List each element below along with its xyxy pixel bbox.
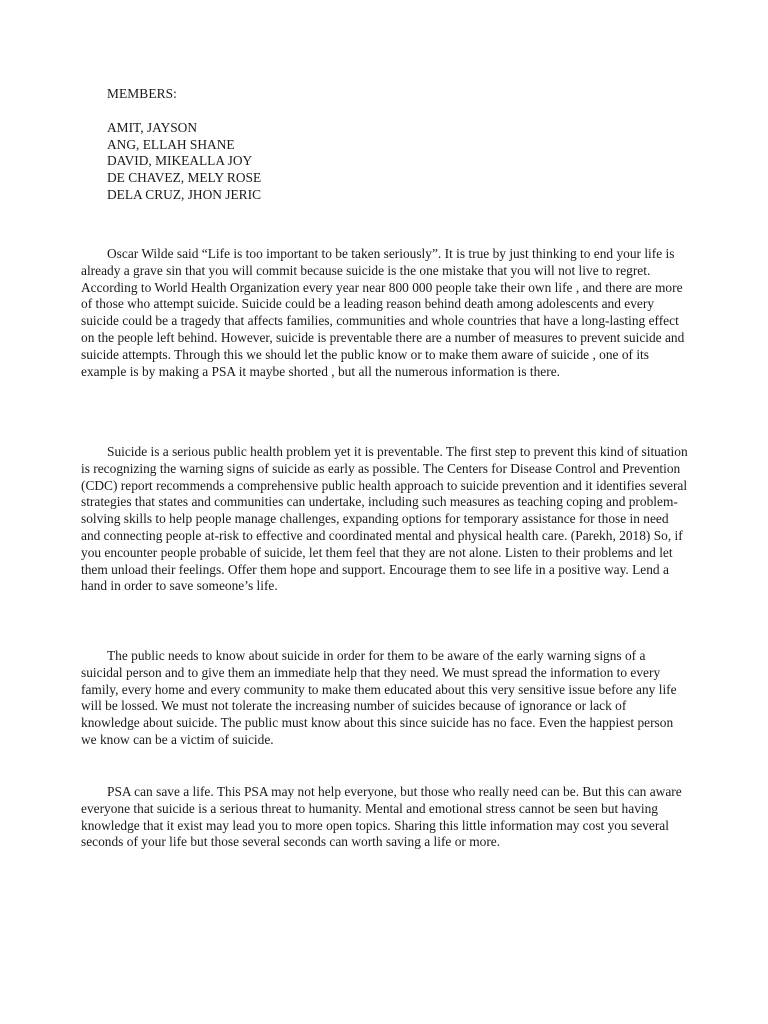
member-name: ANG, ELLAH SHANE bbox=[107, 136, 235, 152]
member-name: AMIT, JAYSON bbox=[107, 119, 198, 135]
paragraph-psa: PSA can save a life. This PSA may not help everyone, but those who really need can be. But this can aware everyone that suicide is a serious threat to humanity. Mental and emotional stress cannot be seen but having knowledge that it exist may lead you to more open topics. Sharing this little information may cost you several seconds of your life but those several seconds can worth saving a life or more. bbox=[81, 784, 682, 850]
paragraph-oscar-wilde: Oscar Wilde said “Life is too important to be taken seriously”. It is true by just thinking to end your life is already a grave sin that you will commit because suicide is the one mistake that you will not live to regret. According to World Health Organization every year near 800 000 people take their own life , and there are more of those who attempt suicide. Suicide could be a leading reason behind death among adolescents and every suicide could be a tragedy that affects families, communities and whole countries that have a long-lasting effect on the people left behind. However, suicide is preventable there are a number of measures to prevent suicide and suicide attempts. Through this we should let the public know or to make them aware of suicide , one of its example is by making a PSA it maybe shorted , but all the numerous information is there. bbox=[81, 246, 685, 379]
members-section bbox=[107, 86, 667, 204]
paragraph-public-health: Suicide is a serious public health problem yet it is preventable. The first step to prevent this kind of situation is recognizing the warning signs of suicide as early as possible. The Centers for Disease Control and Prevention (CDC) report recommends a comprehensive public health approach to suicide prevention and it identifies several strategies that states and communities can undertake, including such measures as teaching coping and problem-solving skills to help people manage challenges, expanding options for temporary assistance for those in need and connecting people at-risk to effective and coordinated mental and physical health care. (Parekh, 2018) So, if you encounter people probable of suicide, let them feel that they are not alone. Listen to their problems and let them unload their feelings. Offer them hope and support. Encourage them to see life in a positive way. Lend a hand in order to save someone’s life. bbox=[81, 444, 688, 594]
member-name: DE CHAVEZ, MELY ROSE bbox=[107, 170, 262, 186]
members-list bbox=[107, 120, 667, 204]
member-name: DELA CRUZ, JHON JERIC bbox=[107, 186, 261, 202]
members-heading: MEMBERS: bbox=[107, 86, 178, 101]
member-name: DAVID, MIKEALLA JOY bbox=[107, 153, 253, 169]
paragraph-public-awareness: The public needs to know about suicide in order for them to be aware of the early warning signs of a suicidal person and to give them an immediate help that they need. We must spread the information to every family, every home and every community to make them educated about this very sensitive issue before any life will be lossed. We must not tolerate the increasing number of suicides because of ignorance or lack of knowledge about suicide. The public must know about this since suicide has no face. Even the happiest person we know can be a victim of suicide. bbox=[81, 648, 677, 747]
